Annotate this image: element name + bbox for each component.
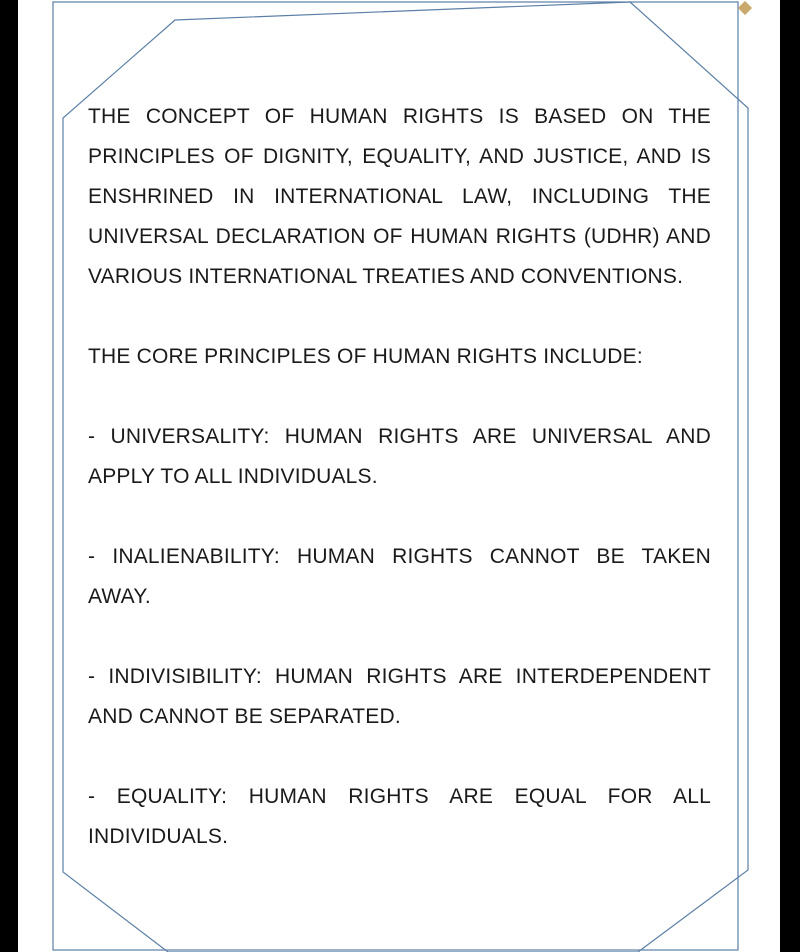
principle-inalienability: - INALIENABILITY: HUMAN RIGHTS CANNOT BE TAKEN AWAY. [88, 545, 711, 608]
principles-heading: THE CORE PRINCIPLES OF HUMAN RIGHTS INCLUDE: [88, 345, 643, 368]
principle-indivisibility: - INDIVISIBILITY: HUMAN RIGHTS ARE INTERDEPENDENT AND CANNOT BE SEPARATED. [88, 665, 711, 728]
principle-equality: - EQUALITY: HUMAN RIGHTS ARE EQUAL FOR ALL INDIVIDUALS. [88, 785, 711, 848]
document-body [88, 97, 711, 857]
principle-universality: - UNIVERSALITY: HUMAN RIGHTS ARE UNIVERSAL AND APPLY TO ALL INDIVIDUALS. [88, 425, 711, 488]
intro-paragraph: THE CONCEPT OF HUMAN RIGHTS IS BASED ON THE PRINCIPLES OF DIGNITY, EQUALITY, AND JUSTICE, AND IS ENSHRINED IN INTERNATIONAL LAW, INCLUDING THE UNIVERSAL DECLARATION OF HUMAN RIGHTS (UDHR) AND VARIOUS INTERNATIONAL TREATIES AND CONVENTIONS. [88, 105, 711, 288]
document-page [18, 0, 780, 952]
accent-diamond-icon [738, 1, 752, 15]
